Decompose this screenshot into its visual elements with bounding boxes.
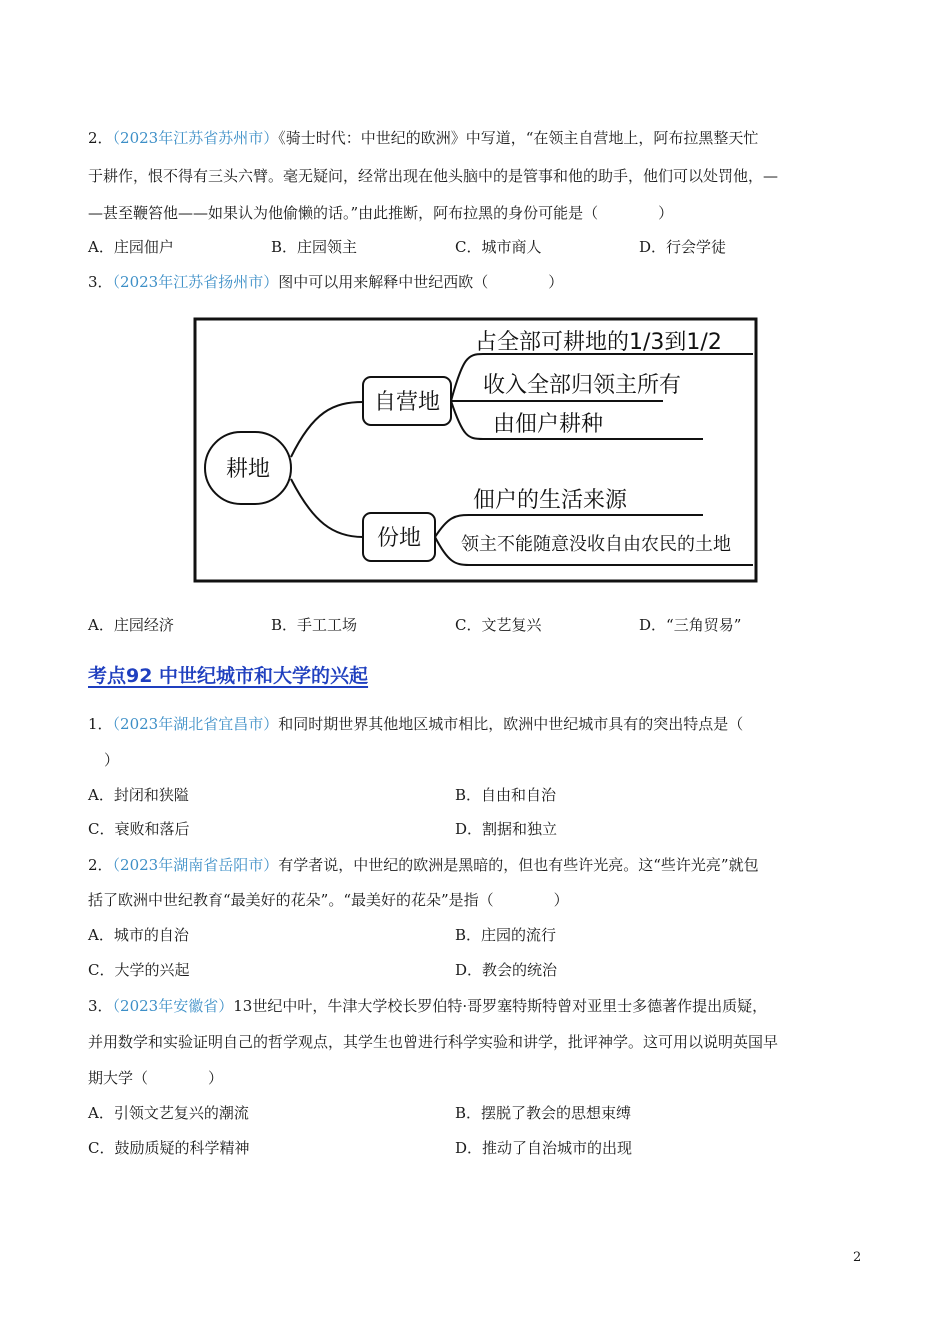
question-3-line-1	[88, 996, 767, 1016]
option-c: C．鼓励质疑的科学精神	[88, 1139, 250, 1157]
question-2-line-2: 于耕作，恨不得有三头六臂。毫无疑问，经常出现在他头脑中的是管事和他的助手，他们可以处罚他，—	[88, 167, 779, 185]
page-number: 2	[853, 1250, 862, 1265]
option-d: D．行会学徒	[639, 238, 727, 256]
question-2-line-1	[88, 855, 759, 875]
question-3-line-2: 并用数学和实验证明自己的哲学观点，其学生也曾进行科学实验和讲学，批评神学。这可用以说明英国早	[88, 1033, 779, 1051]
question-2-line-3: —甚至鞭笞他——如果认为他偷懒的话。”由此推断，阿布拉黑的身份可能是（ ）	[88, 204, 674, 222]
question-source: （2023年湖南省岳阳市）	[112, 856, 279, 874]
question-text: 13世纪中叶，牛津大学校长罗伯特·哥罗塞特斯特曾对亚里士多德著作提出质疑，	[233, 997, 768, 1015]
question-1-line-2: ）	[104, 751, 120, 769]
question-text: 《骑士时代：中世纪的欧洲》中写道，“在领主自营地上，阿布拉黑整天忙	[278, 129, 759, 147]
question-3-line-1	[88, 272, 563, 292]
option-d: D．割据和独立	[455, 820, 558, 838]
option-c: C．文艺复兴	[455, 616, 542, 634]
option-d: D．推动了自治城市的出现	[455, 1139, 633, 1157]
option-d: D．“三角贸易”	[639, 616, 742, 634]
tenement-item-1: 佃户的生活来源	[473, 488, 628, 513]
option-b: B．自由和自治	[455, 786, 557, 804]
demesne-item-1: 占全部可耕地的1/3到1/2	[475, 330, 722, 355]
question-source: （2023年江苏省扬州市）	[112, 273, 279, 291]
branch-tenement-label: 份地	[376, 526, 422, 551]
question-source: （2023年江苏省苏州市）	[112, 129, 279, 147]
option-a: A．城市的自治	[88, 926, 189, 944]
branch-demesne-label: 自营地	[373, 390, 441, 415]
option-d: D．教会的统治	[455, 961, 558, 979]
demesne-item-3: 由佃户耕种	[493, 412, 604, 437]
question-2-line-1	[88, 128, 758, 148]
option-c: C．大学的兴起	[88, 961, 190, 979]
question-source: （2023年湖北省宜昌市）	[112, 715, 279, 733]
option-b: B．摆脱了教会的思想束缚	[455, 1104, 632, 1122]
option-a: A．庄园经济	[88, 616, 174, 634]
question-number: 3．	[88, 997, 113, 1015]
option-a: A．庄园佃户	[88, 238, 174, 256]
question-text: 有学者说，中世纪的欧洲是黑暗的，但也有些许光亮。这“些许光亮”就包	[278, 856, 759, 874]
farmland-mind-map	[193, 317, 758, 583]
option-b: B．庄园的流行	[455, 926, 557, 944]
root-label: 耕地	[225, 457, 271, 482]
question-text: 图中可以用来解释中世纪西欧（ ）	[278, 273, 564, 291]
section-heading: 考点92 中世纪城市和大学的兴起	[88, 665, 369, 687]
question-number: 2．	[88, 856, 113, 874]
option-b: B．手工工场	[271, 616, 358, 634]
demesne-item-2: 收入全部归领主所有	[483, 373, 682, 398]
option-c: C．衰败和落后	[88, 820, 190, 838]
question-text: 和同时期世界其他地区城市相比，欧洲中世纪城市具有的突出特点是（	[278, 715, 744, 733]
tenement-item-2: 领主不能随意没收自由农民的土地	[461, 534, 731, 555]
question-2-line-2: 括了欧洲中世纪教育“最美好的花朵”。“最美好的花朵”是指（ ）	[88, 891, 569, 909]
option-a: A．封闭和狭隘	[88, 786, 189, 804]
question-1-line-1	[88, 714, 743, 734]
question-3-line-3: 期大学（ ）	[88, 1069, 224, 1087]
question-number: 3．	[88, 273, 113, 291]
option-a: A．引领文艺复兴的潮流	[88, 1104, 249, 1122]
option-b: B．庄园领主	[271, 238, 358, 256]
question-source: （2023年安徽省）	[112, 997, 234, 1015]
question-number: 2．	[88, 129, 113, 147]
option-c: C．城市商人	[455, 238, 542, 256]
question-number: 1．	[88, 715, 113, 733]
